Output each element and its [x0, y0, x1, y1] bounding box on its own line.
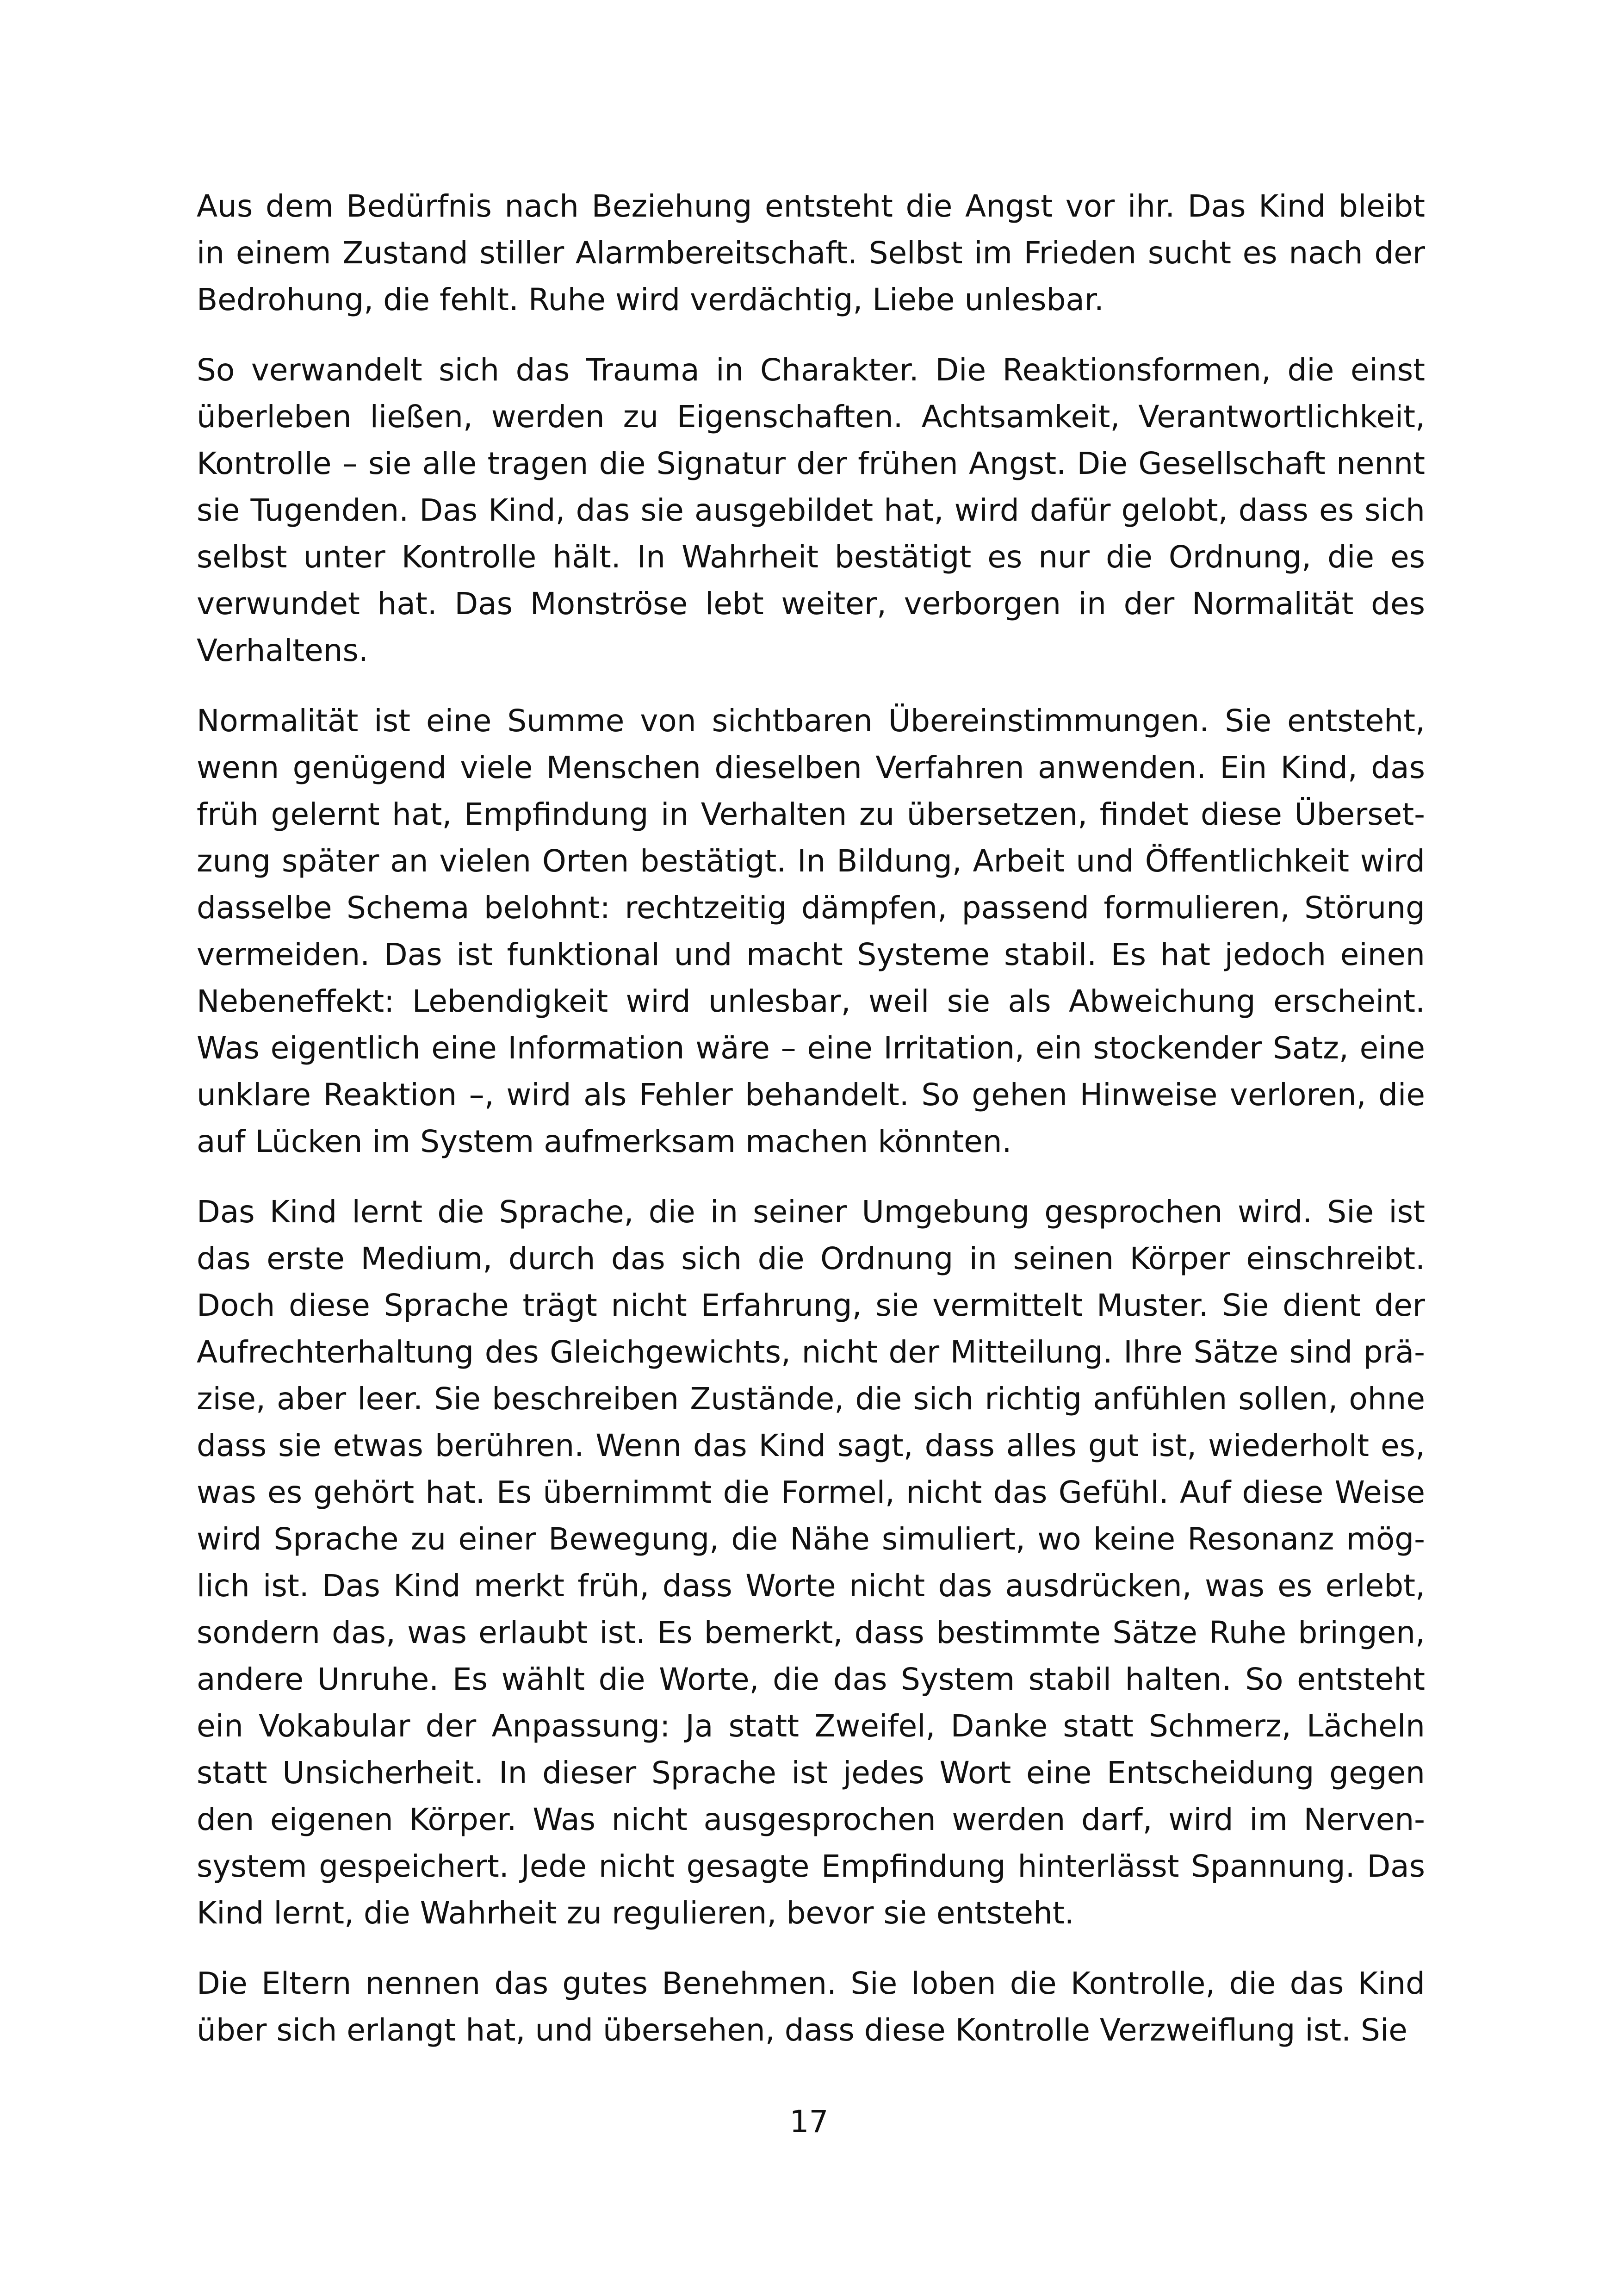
paragraph-4: Das Kind lernt die Sprache, die in seiner Umgebung gesprochen wird. Sie ist das erste Medium, durch das sich die Ordnung in seinen Körper einschreibt. Doch diese Sprache trägt nicht Erfahrung, sie vermittelt Muster. Sie dient der Aufrechterhaltung des Gleichgewichts, nicht der Mitteilung. Ihre Sätze sind präzise, aber leer. Sie beschreiben Zustände, die sich richtig anfühlen sollen, ohne dass sie etwas berühren. Wenn das Kind sagt, dass alles gut ist, wiederholt es, was es gehört hat. Es übernimmt die Formel, nicht das Gefühl. Auf diese Weise wird Sprache zu einer Bewegung, die Nähe simuliert, wo keine Resonanz möglich ist. Das Kind merkt früh, dass Worte nicht das ausdrücken, was es erlebt, sondern das, was erlaubt ist. Es bemerkt, dass bestimmte Sätze Ruhe bringen, andere Unruhe. Es wählt die Worte, die das System stabil halten. So entsteht ein Vokabular der Anpassung: Ja statt Zweifel, Danke statt Schmerz, Lächeln statt Unsicherheit. In dieser Sprache ist jedes Wort eine Entscheidung gegen den eigenen Körper. Was nicht ausgesprochen werden darf, wird im Nervensystem gespeichert. Jede nicht gesagte Empfindung hinterlässt Spannung. Das Kind lernt, die Wahrheit zu regulieren, bevor sie entsteht.	[197, 1194, 1425, 1931]
body-text	[197, 183, 1425, 2077]
paragraph-1: Aus dem Bedürfnis nach Beziehung entsteht die Angst vor ihr. Das Kind bleibt in einem Zustand stiller Alarmbereitschaft. Selbst im Frieden sucht es nach der Bedrohung, die fehlt. Ruhe wird verdächtig, Liebe unlesbar.	[197, 188, 1425, 317]
paragraph-5: Die Eltern nennen das gutes Benehmen. Sie loben die Kontrolle, die das Kind über sich erlangt hat, und übersehen, dass diese Kontrolle Verzweiflung ist. Sie	[197, 1966, 1425, 2048]
page-number: 17	[789, 2104, 829, 2140]
paragraph-3: Normalität ist eine Summe von sichtbaren Übereinstimmungen. Sie entsteht, wenn genügend viele Menschen dieselben Verfahren anwenden. Ein Kind, das früh gelernt hat, Empfindung in Verhalten zu übersetzen, findet diese Übersetzung später an vielen Orten bestätigt. In Bildung, Arbeit und Öffentlichkeit wird dasselbe Schema belohnt: rechtzeitig dämpfen, passend formulieren, Störung vermeiden. Das ist funktional und macht Systeme stabil. Es hat jedoch einen Nebeneffekt: Lebendigkeit wird unlesbar, weil sie als Abweichung erscheint. Was eigentlich eine Information wäre – eine Irritation, ein stockender Satz, eine unklare Reaktion –, wird als Fehler behandelt. So gehen Hinweise verloren, die auf Lücken im System aufmerksam machen könnten.	[197, 703, 1425, 1159]
paragraph-2: So verwandelt sich das Trauma in Charakter. Die Reaktionsformen, die einst überleben ließen, werden zu Eigenschaften. Achtsamkeit, Verantwortlichkeit, Kontrolle – sie alle tragen die Signatur der frühen Angst. Die Gesellschaft nennt sie Tugenden. Das Kind, das sie ausgebildet hat, wird dafür gelobt, dass es sich selbst unter Kontrolle hält. In Wahrheit bestätigt es nur die Ordnung, die es verwundet hat. Das Monströse lebt weiter, verborgen in der Normalität des Verhaltens.	[197, 352, 1425, 668]
